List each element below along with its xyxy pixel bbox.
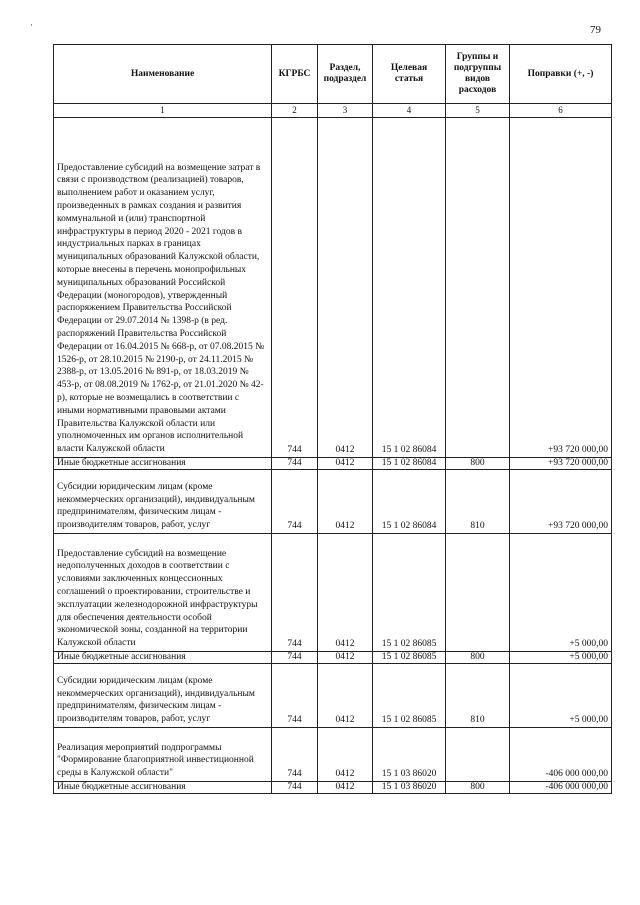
row-group bbox=[446, 118, 510, 458]
row-kgrbs: 744 bbox=[272, 652, 318, 664]
separator-cell bbox=[318, 534, 373, 547]
row-section: 0412 bbox=[318, 458, 373, 470]
row-amount: +5 000,00 bbox=[510, 546, 612, 652]
page-number: 79 bbox=[590, 24, 601, 36]
row-kgrbs: 744 bbox=[272, 740, 318, 782]
header-kgrbs: КГРБС bbox=[272, 45, 318, 104]
separator-cell bbox=[446, 728, 510, 741]
table-row bbox=[54, 782, 612, 794]
separator-cell bbox=[54, 534, 272, 547]
row-section: 0412 bbox=[318, 118, 373, 458]
column-number: 5 bbox=[446, 104, 510, 118]
row-amount: +93 720 000,00 bbox=[510, 118, 612, 458]
table-row bbox=[54, 652, 612, 664]
row-amount: -406 000 000,00 bbox=[510, 740, 612, 782]
header-section: Раздел, подраздел bbox=[318, 45, 373, 104]
row-target: 15 1 02 86085 bbox=[373, 664, 446, 728]
separator-cell bbox=[373, 534, 446, 547]
row-amount: +93 720 000,00 bbox=[510, 470, 612, 534]
column-number: 1 bbox=[54, 104, 272, 118]
row-target: 15 1 02 86084 bbox=[373, 470, 446, 534]
row-name: Субсидии юридическим лицам (кроме некоммерческих организаций), индивидуальным предпринимателям, физическим лицам - производителям товаров, работ, услуг bbox=[54, 470, 272, 534]
row-amount: -406 000 000,00 bbox=[510, 782, 612, 794]
separator-cell bbox=[272, 728, 318, 741]
row-target: 15 1 02 86084 bbox=[373, 458, 446, 470]
header-row bbox=[54, 45, 612, 104]
header-amount: Поправки (+, -) bbox=[510, 45, 612, 104]
separator-cell bbox=[446, 534, 510, 547]
row-section: 0412 bbox=[318, 470, 373, 534]
row-kgrbs: 744 bbox=[272, 118, 318, 458]
table-row bbox=[54, 546, 612, 652]
row-group bbox=[446, 740, 510, 782]
row-group: 800 bbox=[446, 782, 510, 794]
budget-table bbox=[53, 44, 612, 794]
row-separator bbox=[54, 534, 612, 547]
row-section: 0412 bbox=[318, 546, 373, 652]
row-target: 15 1 03 86020 bbox=[373, 740, 446, 782]
margin-mark: · bbox=[30, 20, 33, 30]
row-group: 810 bbox=[446, 664, 510, 728]
header-target: Целевая статья bbox=[373, 45, 446, 104]
row-group: 810 bbox=[446, 470, 510, 534]
table-row bbox=[54, 664, 612, 728]
row-name: Предоставление субсидий на возмещение затрат в связи с производством (реализацией) товаров, выполнением работ и оказанием услуг, произведенных в рамках создания и развития коммунальной и (или) транспортной инфраструктуры в период 2020 - 2021 годов в индустриальных парках в границах муниципальных образований Калужской области, которые внесены в перечень монопрофильных муниципальных образований Российской Федерации (моногородов), утвержденный распоряжением Правительства Российской Федерации от 29.07.2014 № 1398-р (в ред. распоряжений Правительства Российской Федерации от 16.04.2015 № 668-р, от 07.08.2015 № 1526-р, от 28.10.2015 № 2190-р, от 24.11.2015 № 2388-р, от 13.05.2016 № 891-р, от 18.03.2019 № 453-р, от 08.08.2019 № 1762-р, от 21.01.2020 № 42-р), которые не возмещались в соответствии с иными нормативными правовыми актами Правительства Калужской области или уполномоченных им органов исполнительной власти Калужской области bbox=[54, 118, 272, 458]
row-section: 0412 bbox=[318, 664, 373, 728]
row-group: 800 bbox=[446, 652, 510, 664]
table-row bbox=[54, 458, 612, 470]
table-row bbox=[54, 740, 612, 782]
row-group: 800 bbox=[446, 458, 510, 470]
column-number: 6 bbox=[510, 104, 612, 118]
row-separator bbox=[54, 728, 612, 741]
row-target: 15 1 03 86020 bbox=[373, 782, 446, 794]
table-row bbox=[54, 470, 612, 534]
row-name: Иные бюджетные ассигнования bbox=[54, 458, 272, 470]
row-name: Предоставление субсидий на возмещение недополученных доходов в соответствии с условиями заключенных концессионных соглашений о проектировании, строительстве и эксплуатации железнодорожной инфраструктуры для обеспечения деятельности особой экономической зоны, созданной на территории Калужской области bbox=[54, 546, 272, 652]
row-target: 15 1 02 86084 bbox=[373, 118, 446, 458]
row-section: 0412 bbox=[318, 782, 373, 794]
row-name: Субсидии юридическим лицам (кроме некоммерческих организаций), индивидуальным предпринимателям, физическим лицам - производителям товаров, работ, услуг bbox=[54, 664, 272, 728]
separator-cell bbox=[318, 728, 373, 741]
header-group: Группы и подгруппы видов расходов bbox=[446, 45, 510, 104]
row-target: 15 1 02 86085 bbox=[373, 652, 446, 664]
row-name: Иные бюджетные ассигнования bbox=[54, 782, 272, 794]
column-number-row bbox=[54, 104, 612, 118]
separator-cell bbox=[272, 534, 318, 547]
row-name: Иные бюджетные ассигнования bbox=[54, 652, 272, 664]
row-kgrbs: 744 bbox=[272, 782, 318, 794]
header-name: Наименование bbox=[54, 45, 272, 104]
column-number: 4 bbox=[373, 104, 446, 118]
table-row bbox=[54, 118, 612, 458]
row-section: 0412 bbox=[318, 652, 373, 664]
row-section: 0412 bbox=[318, 740, 373, 782]
column-number: 3 bbox=[318, 104, 373, 118]
row-kgrbs: 744 bbox=[272, 664, 318, 728]
separator-cell bbox=[54, 728, 272, 741]
row-group bbox=[446, 546, 510, 652]
separator-cell bbox=[373, 728, 446, 741]
row-name: Реализация мероприятий подпрограммы "Формирование благоприятной инвестиционной среды в Калужской области" bbox=[54, 740, 272, 782]
row-amount: +5 000,00 bbox=[510, 664, 612, 728]
row-amount: +5 000,00 bbox=[510, 652, 612, 664]
row-kgrbs: 744 bbox=[272, 458, 318, 470]
row-kgrbs: 744 bbox=[272, 470, 318, 534]
row-kgrbs: 744 bbox=[272, 546, 318, 652]
row-target: 15 1 02 86085 bbox=[373, 546, 446, 652]
separator-cell bbox=[510, 534, 612, 547]
separator-cell bbox=[510, 728, 612, 741]
column-number: 2 bbox=[272, 104, 318, 118]
row-amount: +93 720 000,00 bbox=[510, 458, 612, 470]
